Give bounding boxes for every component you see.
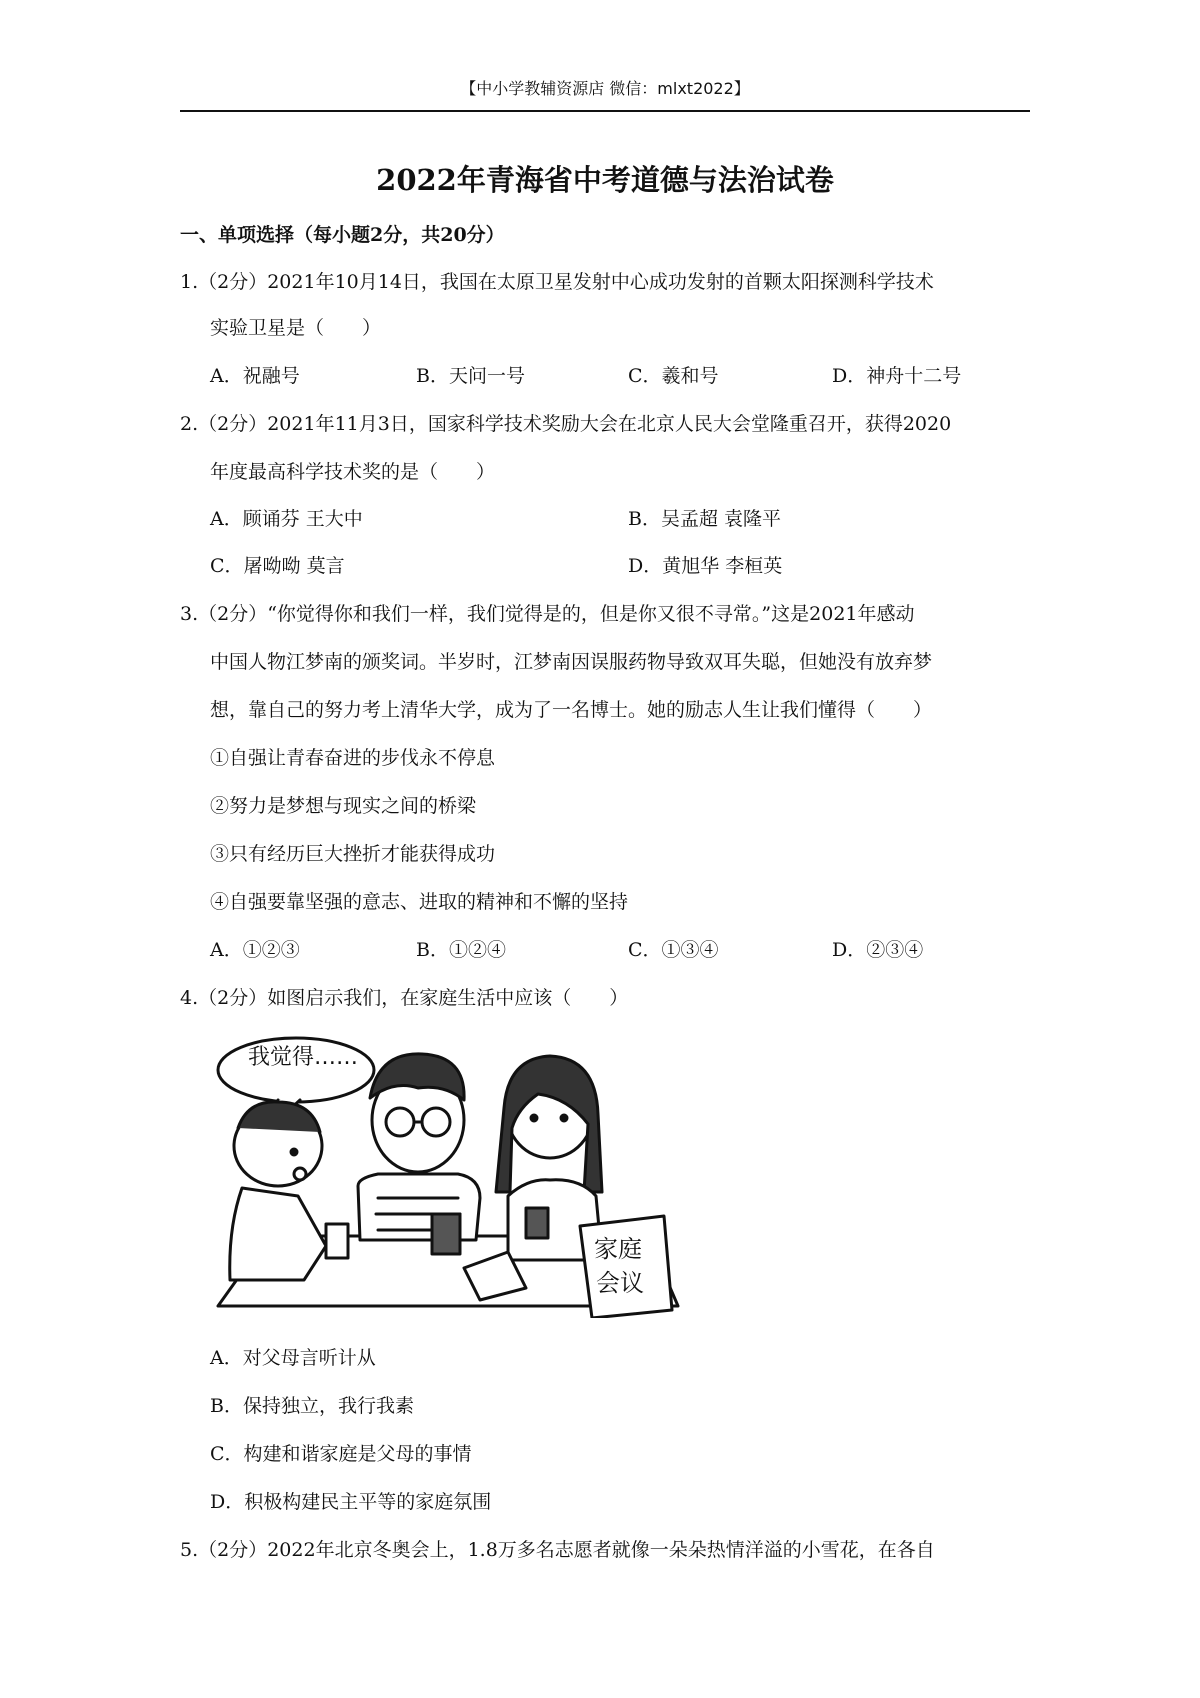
page-header: 【中小学教辅资源店 微信：mlxt2022】 [460, 79, 750, 98]
question-3-line-2: 中国人物江梦南的颁奖词。半岁时，江梦南因误服药物导致双耳失聪，但她没有放弃梦 [210, 651, 933, 673]
question-2-line-2: 年度最高科学技术奖的是（ ） [210, 461, 496, 483]
q2-option-c: C．屠呦呦 莫言 [210, 555, 345, 577]
q2-option-a: A．顾诵芬 王大中 [210, 508, 363, 530]
q2-option-d: D．黄旭华 李桓英 [628, 555, 783, 577]
question-2-line-1: 2.（2分）2021年11月3日，国家科学技术奖励大会在北京人民大会堂隆重召开，获得2020 [180, 413, 952, 435]
q3-statement-3: ③只有经历巨大挫折才能获得成功 [210, 843, 496, 865]
header-divider [180, 110, 1030, 112]
q3-statement-2: ②努力是梦想与现实之间的桥梁 [210, 795, 477, 817]
family-meeting-illustration [208, 1028, 728, 1318]
q1-option-b: B．天问一号 [416, 365, 525, 387]
q1-option-c: C．羲和号 [628, 365, 719, 387]
q3-statement-1: ①自强让青春奋进的步伐永不停息 [210, 747, 496, 769]
q3-option-a: A．①②③ [210, 939, 300, 961]
sign-text-line-1: 家庭 [594, 1235, 642, 1263]
q3-option-c: C．①③④ [628, 939, 719, 961]
q1-option-d: D．神舟十二号 [832, 365, 962, 387]
q4-option-c: C．构建和谐家庭是父母的事情 [210, 1443, 472, 1465]
question-5-line-1: 5.（2分）2022年北京冬奥会上，1.8万多名志愿者就像一朵朵热情洋溢的小雪花，在各自 [180, 1539, 935, 1561]
question-3-line-3: 想，靠自己的努力考上清华大学，成为了一名博士。她的励志人生让我们懂得（ ） [210, 699, 933, 721]
q4-option-b: B．保持独立，我行我素 [210, 1395, 414, 1417]
question-1-line-1: 1.（2分）2021年10月14日，我国在太原卫星发射中心成功发射的首颗太阳探测科学技术 [180, 271, 934, 293]
q3-option-d: D．②③④ [832, 939, 924, 961]
speech-bubble-text: 我觉得…… [248, 1045, 359, 1070]
q4-option-d: D．积极构建民主平等的家庭氛围 [210, 1491, 492, 1513]
q3-statement-4: ④自强要靠坚强的意志、进取的精神和不懈的坚持 [210, 891, 629, 913]
question-1-line-2: 实验卫星是（ ） [210, 317, 382, 339]
question-4-line-1: 4.（2分）如图启示我们，在家庭生活中应该（ ） [180, 987, 629, 1009]
sign-text-line-2: 会议 [596, 1269, 644, 1297]
q4-option-a: A．对父母言听计从 [210, 1347, 376, 1369]
q1-option-a: A．祝融号 [210, 365, 300, 387]
section-heading: 一、单项选择（每小题2分，共20分） [180, 224, 505, 246]
q2-option-b: B．吴孟超 袁隆平 [628, 508, 782, 530]
exam-title: 2022年青海省中考道德与法治试卷 [376, 163, 834, 197]
question-3-line-1: 3.（2分）“你觉得你和我们一样，我们觉得是的，但是你又很不寻常。”这是2021年感动 [180, 603, 915, 625]
q3-option-b: B．①②④ [416, 939, 506, 961]
